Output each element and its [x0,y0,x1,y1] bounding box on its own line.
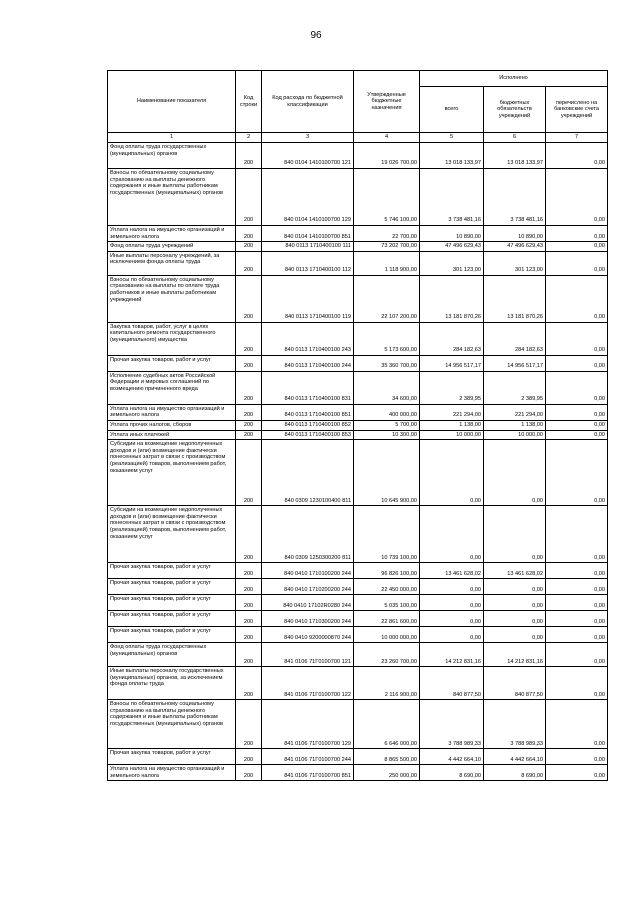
row-transferred-cell: 0,00 [546,420,608,430]
row-line-code-cell: 200 [236,430,262,440]
row-approved-cell: 10 645 900,00 [354,440,420,506]
row-class-code-cell: 841 0106 71Г0100700 122 [262,667,354,700]
row-transferred-cell: 0,00 [546,611,608,627]
table-row [108,371,608,404]
header-executed: Исполнено [420,71,608,87]
row-approved-cell: 22 700,00 [354,226,420,242]
row-total-cell: 0,00 [420,579,484,595]
row-name-cell: Прочая закупка товаров, работ и услуг [108,611,236,627]
row-class-code-cell: 840 0104 1410100700 851 [262,226,354,242]
table-row [108,667,608,700]
row-name-cell: Закупка товаров, работ, услуг в целях капитального ремонта государственного (муниципального) имущества [108,322,236,355]
row-line-code-cell: 200 [236,611,262,627]
row-transferred-cell: 0,00 [546,643,608,667]
row-approved-cell: 400 000,00 [354,404,420,420]
row-approved-cell: 19 026 700,00 [354,143,420,169]
table-row [108,420,608,430]
row-line-code-cell: 200 [236,143,262,169]
row-obligations-cell: 13 181 870,26 [484,275,546,322]
row-line-code-cell: 200 [236,749,262,765]
row-total-cell: 0,00 [420,611,484,627]
row-class-code-cell: 840 0410 17102R0280 244 [262,595,354,611]
row-line-code-cell: 200 [236,667,262,700]
row-line-code-cell: 200 [236,579,262,595]
row-class-code-cell: 840 0113 1710400100 112 [262,251,354,275]
row-name-cell: Прочая закупка товаров, работ и услуг [108,563,236,579]
row-total-cell: 13 461 628,02 [420,563,484,579]
row-obligations-cell: 221 294,00 [484,404,546,420]
row-obligations-cell: 0,00 [484,595,546,611]
row-class-code-cell: 840 0113 1710400100 853 [262,430,354,440]
row-name-cell: Прочая закупка товаров, работ и услуг [108,749,236,765]
row-class-code-cell: 840 0309 1230100400 811 [262,440,354,506]
row-total-cell: 1 138,00 [420,420,484,430]
row-transferred-cell: 0,00 [546,143,608,169]
header-bank-transfer: перечислено на банковские счета учреждений [546,87,608,133]
column-number: 2 [236,133,262,143]
row-class-code-cell: 840 0113 1710400100 831 [262,371,354,404]
table-row [108,226,608,242]
row-transferred-cell: 0,00 [546,404,608,420]
row-obligations-cell: 13 018 133,97 [484,143,546,169]
row-name-cell: Иные выплаты персоналу учреждений, за исключением фонда оплаты труда [108,251,236,275]
row-name-cell: Уплата налога на имущество организаций и земельного налога [108,404,236,420]
table-row [108,404,608,420]
row-obligations-cell: 2 389,95 [484,371,546,404]
row-approved-cell: 22 861 600,00 [354,611,420,627]
row-class-code-cell: 841 0106 71Г0100700 121 [262,643,354,667]
row-class-code-cell: 840 0410 9200000870 244 [262,627,354,643]
row-transferred-cell: 0,00 [546,667,608,700]
row-name-cell: Фонд оплаты труда государственных (муниципальных) органов [108,643,236,667]
row-obligations-cell: 10 000,00 [484,430,546,440]
row-line-code-cell: 200 [236,322,262,355]
row-approved-cell: 5 035 100,00 [354,595,420,611]
row-name-cell: Прочая закупка товаров, работ и услуг [108,627,236,643]
row-total-cell: 301 123,00 [420,251,484,275]
row-obligations-cell: 10 890,00 [484,226,546,242]
row-obligations-cell: 0,00 [484,506,546,563]
table-row [108,430,608,440]
row-class-code-cell: 840 0410 1710200200 244 [262,579,354,595]
row-line-code-cell: 200 [236,226,262,242]
row-class-code-cell: 840 0113 1710400100 111 [262,242,354,252]
row-total-cell: 13 181 870,26 [420,275,484,322]
row-approved-cell: 22 107 200,00 [354,275,420,322]
table-row [108,643,608,667]
row-class-code-cell: 841 0106 71Г0100700 851 [262,765,354,781]
row-transferred-cell: 0,00 [546,430,608,440]
table-row [108,169,608,226]
header-approved: Утвержденные бюджетные назначения [354,71,420,133]
column-number: 7 [546,133,608,143]
table-row [108,627,608,643]
row-transferred-cell: 0,00 [546,749,608,765]
row-approved-cell: 73 202 700,00 [354,242,420,252]
row-transferred-cell: 0,00 [546,322,608,355]
row-name-cell: Уплата иных платежей [108,430,236,440]
row-approved-cell: 5 746 100,00 [354,169,420,226]
table-row [108,322,608,355]
row-obligations-cell: 284 182,63 [484,322,546,355]
row-class-code-cell: 840 0309 1250300200 811 [262,506,354,563]
row-obligations-cell: 0,00 [484,611,546,627]
row-total-cell: 4 442 664,10 [420,749,484,765]
header-class-code: Код расхода по бюджетной классификации [262,71,354,133]
row-transferred-cell: 0,00 [546,506,608,563]
table-row [108,700,608,749]
row-obligations-cell: 840 877,50 [484,667,546,700]
table-row [108,563,608,579]
table-row [108,275,608,322]
row-line-code-cell: 200 [236,700,262,749]
row-total-cell: 14 212 831,16 [420,643,484,667]
row-class-code-cell: 840 0104 1410100700 121 [262,143,354,169]
row-obligations-cell: 47 496 629,43 [484,242,546,252]
row-transferred-cell: 0,00 [546,627,608,643]
row-line-code-cell: 200 [236,765,262,781]
row-total-cell: 0,00 [420,627,484,643]
row-transferred-cell: 0,00 [546,242,608,252]
row-total-cell: 284 182,63 [420,322,484,355]
table-row [108,765,608,781]
table-row [108,251,608,275]
row-transferred-cell: 0,00 [546,226,608,242]
row-class-code-cell: 840 0113 1710400100 119 [262,275,354,322]
row-obligations-cell: 0,00 [484,579,546,595]
row-approved-cell: 5 700,00 [354,420,420,430]
row-approved-cell: 6 646 000,00 [354,700,420,749]
row-approved-cell: 22 450 000,00 [354,579,420,595]
row-total-cell: 0,00 [420,595,484,611]
header-total: всего [420,87,484,133]
row-transferred-cell: 0,00 [546,700,608,749]
row-obligations-cell: 8 690,00 [484,765,546,781]
row-line-code-cell: 200 [236,643,262,667]
row-total-cell: 221 294,00 [420,404,484,420]
row-total-cell: 3 738 481,16 [420,169,484,226]
row-total-cell: 10 890,00 [420,226,484,242]
column-number: 1 [108,133,236,143]
row-obligations-cell: 4 442 664,10 [484,749,546,765]
row-approved-cell: 2 116 900,00 [354,667,420,700]
header-name: Наименование показателя [108,71,236,133]
row-class-code-cell: 840 0113 1710400100 244 [262,355,354,371]
row-total-cell: 2 389,95 [420,371,484,404]
row-transferred-cell: 0,00 [546,355,608,371]
row-total-cell: 0,00 [420,506,484,563]
column-number: 4 [354,133,420,143]
table-row [108,506,608,563]
table-row [108,355,608,371]
row-total-cell: 8 690,00 [420,765,484,781]
table-row [108,143,608,169]
row-name-cell: Взносы по обязательному социальному страхованию на выплаты по оплате труда работников и иные выплаты работникам учреждений [108,275,236,322]
row-class-code-cell: 840 0113 1710400100 243 [262,322,354,355]
row-approved-cell: 23 260 700,00 [354,643,420,667]
row-class-code-cell: 840 0104 1410100700 129 [262,169,354,226]
row-name-cell: Прочая закупка товаров, работ и услуг [108,579,236,595]
row-obligations-cell: 1 138,00 [484,420,546,430]
row-obligations-cell: 301 123,00 [484,251,546,275]
row-transferred-cell: 0,00 [546,440,608,506]
table-row [108,440,608,506]
row-line-code-cell: 200 [236,242,262,252]
row-total-cell: 10 000,00 [420,430,484,440]
row-total-cell: 14 956 517,17 [420,355,484,371]
row-total-cell: 47 496 629,43 [420,242,484,252]
row-transferred-cell: 0,00 [546,275,608,322]
budget-execution-table [107,70,608,781]
row-line-code-cell: 200 [236,627,262,643]
row-approved-cell: 10 300,00 [354,430,420,440]
row-line-code-cell: 200 [236,506,262,563]
row-name-cell: Уплата налога на имущество организаций и земельного налога [108,226,236,242]
table-row [108,749,608,765]
row-transferred-cell: 0,00 [546,563,608,579]
row-line-code-cell: 200 [236,420,262,430]
row-name-cell: Взносы по обязательному социальному страхованию на выплаты денежного содержания и иные выплаты работникам государственных (муниципальных) органов [108,169,236,226]
row-approved-cell: 10 739 100,00 [354,506,420,563]
row-approved-cell: 250 000,00 [354,765,420,781]
row-name-cell: Уплата налога на имущество организаций и земельного налога [108,765,236,781]
row-transferred-cell: 0,00 [546,579,608,595]
row-total-cell: 840 877,50 [420,667,484,700]
row-approved-cell: 10 000 000,00 [354,627,420,643]
row-name-cell: Субсидии на возмещение недополученных доходов и (или) возмещение фактически понесенных затрат в связи с производством (реализацией) товаров, выполнением работ, оказанием услуг [108,506,236,563]
row-total-cell: 3 788 989,33 [420,700,484,749]
table-row [108,595,608,611]
column-number: 3 [262,133,354,143]
row-obligations-cell: 3 738 481,16 [484,169,546,226]
row-approved-cell: 35 360 700,00 [354,355,420,371]
row-approved-cell: 1 118 900,00 [354,251,420,275]
row-transferred-cell: 0,00 [546,595,608,611]
row-transferred-cell: 0,00 [546,765,608,781]
header-line-code: Код строки [236,71,262,133]
row-name-cell: Взносы по обязательному социальному страхованию на выплаты денежного содержания и иные выплаты работникам государственных (муниципальных) органов [108,700,236,749]
row-line-code-cell: 200 [236,595,262,611]
row-approved-cell: 34 600,00 [354,371,420,404]
row-total-cell: 13 018 133,97 [420,143,484,169]
row-name-cell: Иные выплаты персоналу государственных (муниципальных) органов, за исключением фонда оплаты труда [108,667,236,700]
row-approved-cell: 5 173 600,00 [354,322,420,355]
row-name-cell: Прочая закупка товаров, работ и услуг [108,595,236,611]
row-class-code-cell: 840 0113 1710400100 851 [262,404,354,420]
row-line-code-cell: 200 [236,275,262,322]
table-row [108,242,608,252]
table-row [108,611,608,627]
row-class-code-cell: 840 0410 1710300200 244 [262,611,354,627]
row-line-code-cell: 200 [236,169,262,226]
row-name-cell: Субсидии на возмещение недополученных доходов и (или) возмещение фактически понесенных затрат в связи с производством (реализацией) товаров, выполнением работ, оказанием услуг [108,440,236,506]
row-name-cell: Фонд оплаты труда государственных (муниципальных) органов [108,143,236,169]
row-obligations-cell: 14 956 517,17 [484,355,546,371]
row-line-code-cell: 200 [236,563,262,579]
column-number: 5 [420,133,484,143]
row-line-code-cell: 200 [236,440,262,506]
row-line-code-cell: 200 [236,404,262,420]
row-class-code-cell: 841 0106 71Г0100700 244 [262,749,354,765]
row-name-cell: Исполнение судебных актов Российской Федерации и мировых соглашений по возмещению причиненного вреда [108,371,236,404]
row-transferred-cell: 0,00 [546,251,608,275]
row-total-cell: 0,00 [420,440,484,506]
column-number: 6 [484,133,546,143]
row-class-code-cell: 840 0410 1710100200 244 [262,563,354,579]
row-approved-cell: 8 865 500,00 [354,749,420,765]
header-budget-obligations: бюджетных обязательств учреждений [484,87,546,133]
row-obligations-cell: 3 788 989,33 [484,700,546,749]
page-number: 96 [310,30,322,41]
row-name-cell: Фонд оплаты труда учреждений [108,242,236,252]
row-line-code-cell: 200 [236,371,262,404]
row-obligations-cell: 0,00 [484,627,546,643]
table-row [108,579,608,595]
row-line-code-cell: 200 [236,355,262,371]
row-transferred-cell: 0,00 [546,371,608,404]
row-approved-cell: 96 826 100,00 [354,563,420,579]
row-obligations-cell: 14 212 831,16 [484,643,546,667]
row-class-code-cell: 841 0106 71Г0100700 129 [262,700,354,749]
row-line-code-cell: 200 [236,251,262,275]
row-obligations-cell: 0,00 [484,440,546,506]
row-transferred-cell: 0,00 [546,169,608,226]
row-name-cell: Уплата прочих налогов, сборов [108,420,236,430]
row-obligations-cell: 13 461 628,02 [484,563,546,579]
row-name-cell: Прочая закупка товаров, работ и услуг [108,355,236,371]
row-class-code-cell: 840 0113 1710400100 852 [262,420,354,430]
